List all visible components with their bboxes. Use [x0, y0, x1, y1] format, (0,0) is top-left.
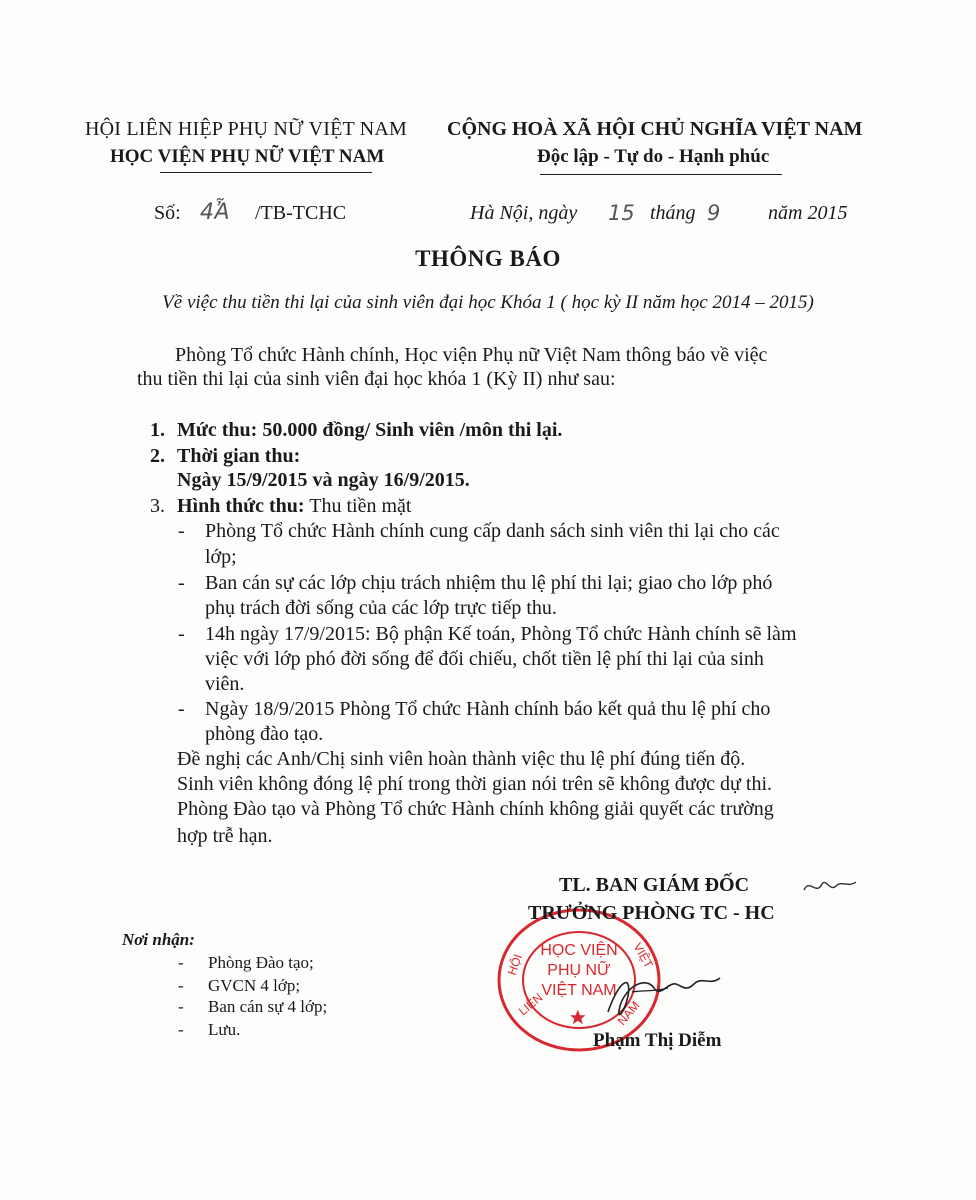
motto: Độc lập - Tự do - Hạnh phúc	[537, 146, 770, 167]
handwritten-signature	[598, 962, 738, 1026]
signature-line-2: TRƯỞNG PHÒNG TC - HC	[528, 902, 775, 924]
bullet-line: phòng đào tạo.	[205, 723, 324, 745]
country-name: CỘNG HOÀ XÃ HỘI CHỦ NGHĨA VIỆT NAM	[447, 118, 863, 140]
recipient-item: Ban cán sự 4 lớp;	[208, 997, 328, 1016]
initials-scribble	[800, 872, 860, 902]
item-fee: Mức thu: 50.000 đồng/ Sinh viên /môn thi lại.	[177, 419, 563, 441]
stamp-line: HỌC VIỆN	[540, 942, 618, 959]
bullet-line: 14h ngày 17/9/2015: Bộ phận Kế toán, Phòng Tổ chức Hành chính sẽ làm	[205, 623, 797, 645]
recipient-dash: -	[178, 997, 184, 1016]
org-name: HỌC VIỆN PHỤ NỮ VIỆT NAM	[110, 146, 385, 167]
signature-line-1: TL. BAN GIÁM ĐỐC	[559, 874, 750, 896]
item-method-label: Hình thức thu:	[177, 495, 305, 517]
intro-line: thu tiền thi lại của sinh viên đại học khóa 1 (Kỳ II) như sau:	[137, 368, 616, 390]
bullet-line: lớp;	[205, 546, 237, 568]
place-date-prefix: Hà Nội, ngày	[470, 202, 578, 224]
item-number: 3.	[150, 495, 165, 517]
header-left-underline	[160, 172, 372, 173]
item-time-label: Thời gian thu:	[177, 445, 301, 467]
recipient-dash: -	[178, 976, 184, 995]
date-day-handwritten: 15	[608, 201, 635, 225]
recipients-title: Nơi nhận:	[122, 930, 195, 949]
bullet-line: viên.	[205, 673, 245, 695]
bullet-dash: -	[178, 623, 185, 645]
closing-line: Phòng Đào tạo và Phòng Tổ chức Hành chính không giải quyết các trường	[177, 798, 774, 820]
recipient-dash: -	[178, 1020, 184, 1039]
bullet-dash: -	[178, 520, 185, 542]
closing-line: Đề nghị các Anh/Chị sinh viên hoàn thành việc thu lệ phí đúng tiến độ.	[177, 748, 746, 770]
signer-name: Phạm Thị Diễm	[593, 1030, 722, 1051]
recipient-dash: -	[178, 953, 184, 972]
item-method-value: Thu tiền mặt	[304, 495, 412, 517]
bullet-line: Ngày 18/9/2015 Phòng Tổ chức Hành chính báo kết quả thu lệ phí cho	[205, 698, 771, 720]
header-right-underline	[540, 174, 782, 175]
recipient-item: GVCN 4 lớp;	[208, 976, 301, 995]
bullet-line: Phòng Tổ chức Hành chính cung cấp danh sách sinh viên thi lại cho các	[205, 520, 780, 542]
org-parent: HỘI LIÊN HIỆP PHỤ NỮ VIỆT NAM	[85, 118, 408, 140]
svg-text:VIỆT: VIỆT	[630, 940, 656, 971]
document-title: THÔNG BÁO	[415, 246, 561, 271]
ref-label: Số:	[154, 202, 181, 224]
document-subtitle: Về việc thu tiền thi lại của sinh viên đại học Khóa 1 ( học kỳ II năm học 2014 – 2015)	[162, 292, 814, 313]
ref-number-handwritten: 4Ἆ	[200, 200, 230, 225]
item-number: 2.	[150, 445, 165, 467]
recipient-item: Phòng Đào tạo;	[208, 953, 314, 972]
date-month-handwritten: 9	[707, 201, 721, 225]
bullet-dash: -	[178, 698, 185, 720]
stamp-line: VIỆT NAM	[541, 982, 617, 999]
bullet-line: Ban cán sự các lớp chịu trách nhiệm thu lệ phí thi lại; giao cho lớp phó	[205, 572, 773, 594]
item-time-detail: Ngày 15/9/2015 và ngày 16/9/2015.	[177, 469, 470, 491]
svg-text:HỘI: HỘI	[504, 952, 526, 978]
ref-code: /TB-TCHC	[255, 202, 347, 224]
bullet-dash: -	[178, 572, 185, 594]
bullet-line: việc với lớp phó đời sống để đối chiếu, chốt tiền lệ phí thi lại của sinh	[205, 648, 764, 670]
item-method	[177, 495, 411, 518]
date-year: năm 2015	[768, 202, 848, 224]
intro-line: Phòng Tổ chức Hành chính, Học viện Phụ nữ Việt Nam thông báo về việc	[175, 344, 768, 366]
closing-line: Sinh viên không đóng lệ phí trong thời gian nói trên sẽ không được dự thi.	[177, 773, 772, 795]
stamp-line: PHỤ NỮ	[547, 962, 611, 979]
bullet-line: phụ trách đời sống của các lớp trực tiếp thu.	[205, 597, 557, 619]
date-month-label: tháng	[650, 202, 696, 224]
svg-text:LIÊN: LIÊN	[515, 990, 546, 1019]
closing-line: hợp trễ hạn.	[177, 825, 273, 847]
item-number: 1.	[150, 419, 165, 441]
recipient-item: Lưu.	[208, 1020, 241, 1039]
svg-text:NAM: NAM	[614, 998, 643, 1028]
